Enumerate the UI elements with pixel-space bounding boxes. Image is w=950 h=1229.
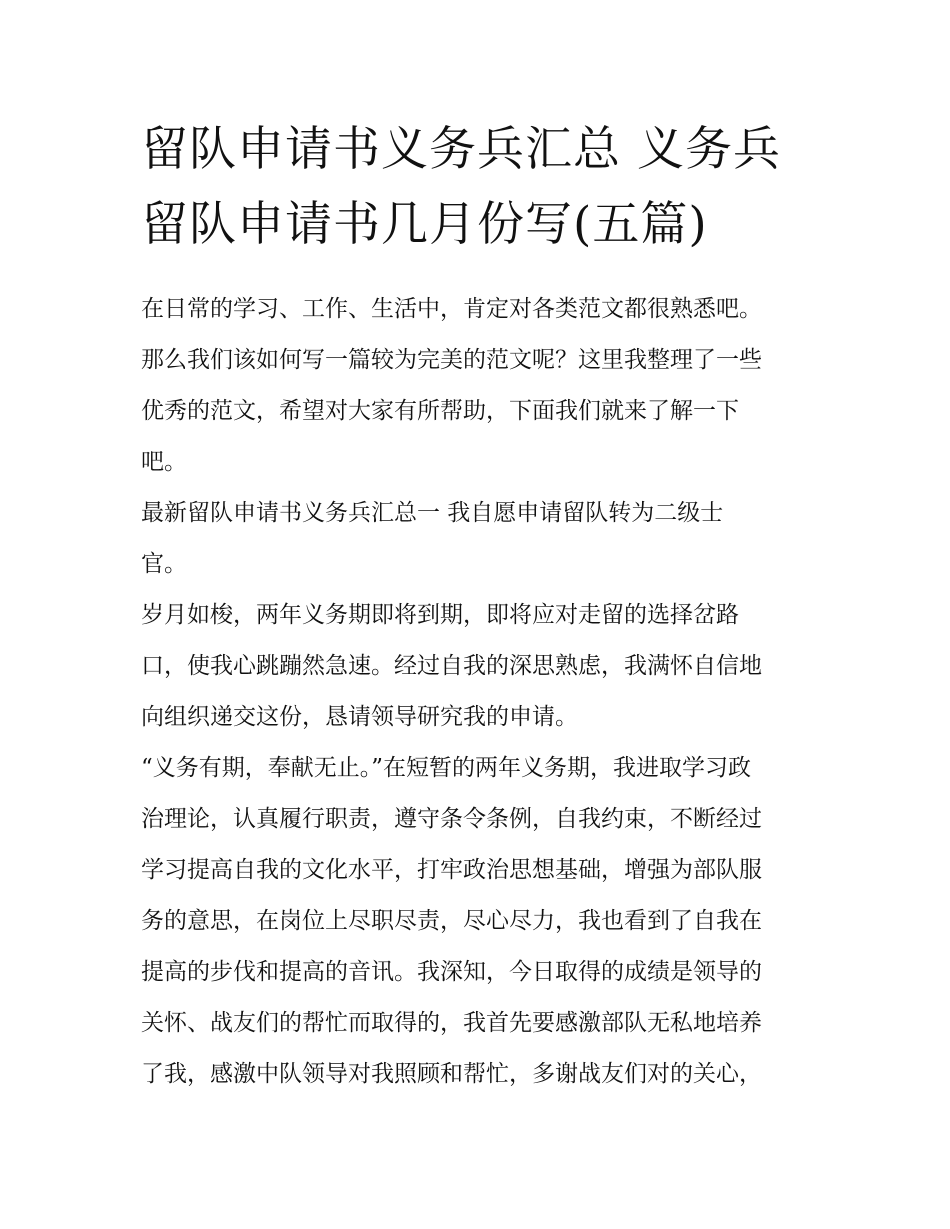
body-paragraph: [141, 743, 813, 1100]
text-line: 务的意思，在岗位上尽职尽责，尽心尽力，我也看到了自我在: [141, 908, 762, 934]
text-line: 口，使我心跳蹦然急速。经过自我的深思熟虑，我满怀自信地: [141, 653, 762, 679]
text-line: 向组织递交这份，恳请领导研究我的申请。: [141, 704, 578, 730]
body-paragraph: [141, 590, 813, 743]
section-heading-paragraph: [141, 488, 813, 590]
title-line: 留队申请书几月份写(五篇): [141, 197, 708, 252]
text-line: 在日常的学习、工作、生活中，肯定对各类范文都很熟悉吧。: [141, 296, 762, 322]
text-line: 吧。: [141, 449, 187, 475]
text-line: 关怀、战友们的帮忙而取得的，我首先要感激部队无私地培养: [141, 1010, 762, 1036]
text-line: 治理论，认真履行职责，遵守条令条例，自我约束，不断经过: [141, 806, 762, 832]
text-line: 优秀的范文，希望对大家有所帮助，下面我们就来了解一下: [141, 398, 739, 424]
text-line: 那么我们该如何写一篇较为完美的范文呢？这里我整理了一些: [141, 347, 762, 373]
intro-paragraph: [141, 284, 813, 488]
text-line: 提高的步伐和提高的音讯。我深知，今日取得的成绩是领导的: [141, 959, 762, 985]
text-line: “义务有期，奉献无止。”在短暂的两年义务期，我进取学习政: [141, 755, 752, 781]
text-line: 官。: [141, 551, 187, 577]
text-line: 学习提高自我的文化水平，打牢政治思想基础，增强为部队服: [141, 857, 762, 883]
document-title: [141, 112, 813, 262]
text-line: 了我，感激中队领导对我照顾和帮忙，多谢战友们对的关心，: [141, 1061, 762, 1087]
document-content: [141, 112, 813, 1100]
text-line: 最新留队申请书义务兵汇总一 我自愿申请留队转为二级士: [141, 500, 724, 526]
title-line: 留队申请书义务兵汇总 义务兵: [141, 122, 781, 177]
text-line: 岁月如梭，两年义务期即将到期，即将应对走留的选择岔路: [141, 602, 739, 628]
